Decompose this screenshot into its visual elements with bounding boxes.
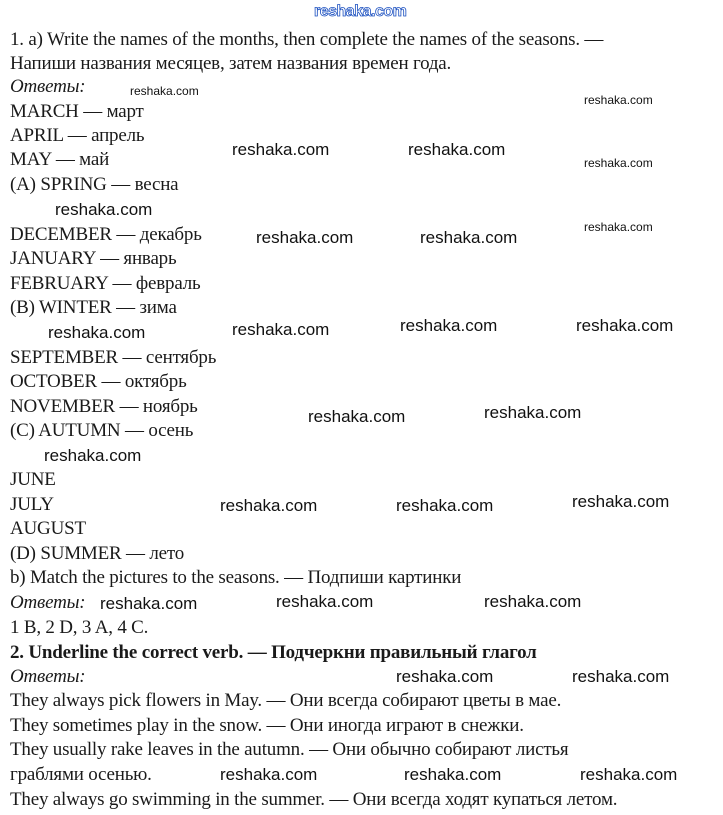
- watermark: reshaka.com: [484, 592, 582, 611]
- answer-line: They sometimes play in the snow. — Они иногда играют в снежки.: [10, 715, 524, 736]
- season-line: (D) SUMMER — лето: [10, 543, 185, 564]
- answer-line: FEBRUARY — февраль: [10, 273, 201, 294]
- watermark: reshaka.com: [584, 93, 653, 107]
- answer-line: MARCH — март: [10, 101, 144, 122]
- watermark: reshaka.com: [580, 765, 678, 784]
- answer-line: JULY: [10, 494, 54, 515]
- task-2-instruction: 2. Underline the correct verb. — Подчеркни правильный глагол: [10, 642, 537, 663]
- watermark: reshaka.com: [100, 594, 198, 613]
- task-1a-instruction: 1. a) Write the names of the months, then complete the names of the seasons. —: [10, 29, 604, 50]
- answer-line: SEPTEMBER — сентябрь: [10, 347, 217, 368]
- season-line: (A) SPRING — весна: [10, 174, 179, 195]
- watermark: reshaka.com: [256, 228, 354, 247]
- watermark: reshaka.com: [576, 316, 674, 335]
- watermark: reshaka.com: [484, 403, 582, 422]
- answers-label: Ответы:: [10, 592, 86, 613]
- task-1b-instruction: b) Match the pictures to the seasons. — Подпиши картинки: [10, 567, 462, 588]
- answer-line: AUGUST: [10, 518, 86, 539]
- answer-line: They usually rake leaves in the autumn. — Они обычно собирают листья: [10, 739, 569, 760]
- answer-line: MAY — май: [10, 149, 110, 170]
- season-line: (B) WINTER — зима: [10, 297, 177, 318]
- answer-line: DECEMBER — декабрь: [10, 224, 202, 245]
- season-line: (C) AUTUMN — осень: [10, 420, 194, 441]
- header-watermark: reshaka.com: [314, 3, 407, 20]
- answer-line: NOVEMBER — ноябрь: [10, 396, 198, 417]
- watermark: reshaka.com: [396, 496, 494, 515]
- watermark: reshaka.com: [232, 140, 330, 159]
- watermark: reshaka.com: [404, 765, 502, 784]
- answer-line: They always go swimming in the summer. — Они всегда ходят купаться летом.: [10, 789, 618, 810]
- watermark: reshaka.com: [396, 667, 494, 686]
- watermark: reshaka.com: [48, 323, 146, 342]
- watermark: reshaka.com: [408, 140, 506, 159]
- answer-line: APRIL — апрель: [10, 125, 145, 146]
- answers-label: Ответы:: [10, 666, 86, 687]
- watermark: reshaka.com: [400, 316, 498, 335]
- watermark: reshaka.com: [232, 320, 330, 339]
- answers-label: Ответы:: [10, 76, 86, 97]
- watermark: reshaka.com: [584, 156, 653, 170]
- watermark: reshaka.com: [584, 220, 653, 234]
- watermark: reshaka.com: [420, 228, 518, 247]
- watermark: reshaka.com: [44, 446, 142, 465]
- watermark: reshaka.com: [308, 407, 406, 426]
- answer-line: граблями осенью.: [10, 764, 152, 785]
- answer-line: JANUARY — январь: [10, 248, 177, 269]
- watermark: reshaka.com: [572, 492, 670, 511]
- watermark: reshaka.com: [220, 496, 318, 515]
- watermark: reshaka.com: [220, 765, 318, 784]
- answer-line: 1 B, 2 D, 3 A, 4 C.: [10, 617, 149, 638]
- watermark: reshaka.com: [130, 84, 199, 98]
- answer-line: OCTOBER — октябрь: [10, 371, 187, 392]
- answer-line: They always pick flowers in May. — Они всегда собирают цветы в мае.: [10, 690, 562, 711]
- task-1a-translation: Напиши названия месяцев, затем названия времен года.: [10, 53, 452, 74]
- watermark: reshaka.com: [55, 200, 153, 219]
- answer-line: JUNE: [10, 469, 56, 490]
- watermark: reshaka.com: [276, 592, 374, 611]
- watermark: reshaka.com: [572, 667, 670, 686]
